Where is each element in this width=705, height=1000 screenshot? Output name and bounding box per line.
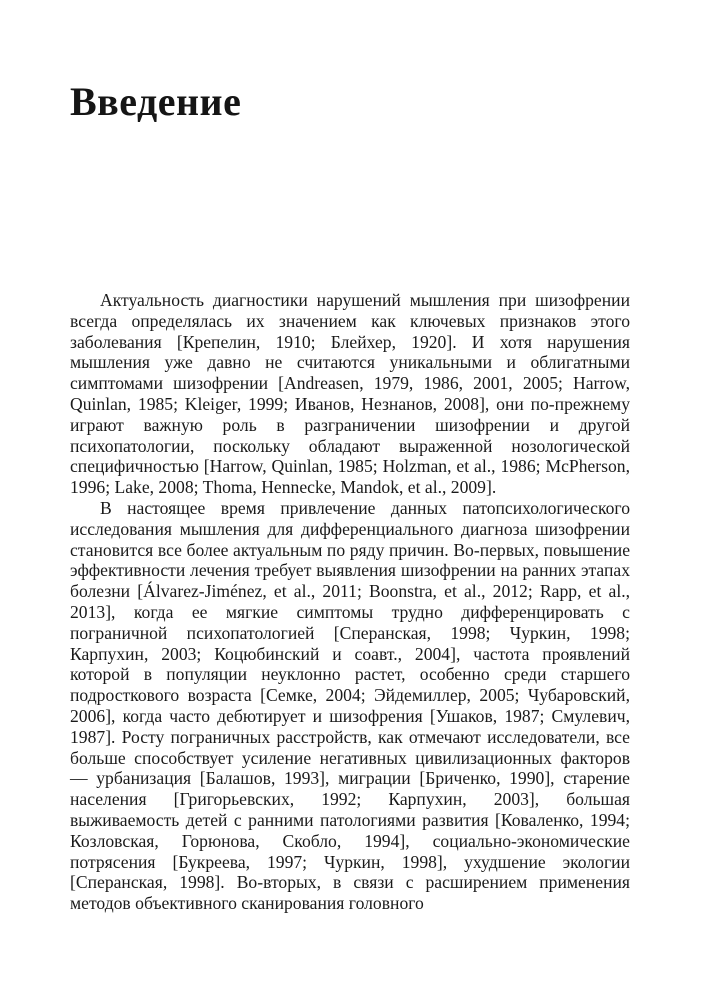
paragraph-1: Актуальность диагностики нарушений мышления при шизофрении всегда определялась их значением как ключевых признаков этого заболевания [Крепелин, 1910; Блейхер, 1920]. И хотя нарушения мышления уже давно не считаются уникальными и облигатными симптомами шизофрении [Andreasen, 1979, 1986, 2001, 2005; Harrow, Quinlan, 1985; Kleiger, 1999; Иванов, Незнанов, 2008], они по-прежнему играют важную роль в разграничении шизофрении и другой психопатологии, поскольку обладают выраженной нозологической специфичностью [Harrow, Quinlan, 1985; Holzman, et al., 1986; McPherson, 1996; Lake, 2008; Thoma, Hennecke, Mandok, et al., 2009].: [70, 290, 630, 498]
paragraph-2: В настоящее время привлечение данных патопсихологического исследования мышления для дифференциального диагноза шизофрении становится все более актуальным по ряду причин. Во-первых, повышение эффективности лечения требует выявления шизофрении на ранних этапах болезни [Álvarez-Jiménez, et al., 2011; Boonstra, et al., 2012; Rapp, et al., 2013], когда ее мягкие симптомы трудно дифференцировать с пограничной психопатологией [Сперанская, 1998; Чуркин, 1998; Карпухин, 2003; Коцюбинский и соавт., 2004], частота проявлений которой в популяции неуклонно растет, особенно среди старшего подросткового возраста [Семке, 2004; Эйдемиллер, 2005; Чубаровский, 2006], когда часто дебютирует и шизофрения [Ушаков, 1987; Смулевич, 1987]. Росту пограничных расстройств, как отмечают исследователи, все больше способствует усиление негативных цивилизационных факторов — урбанизация [Балашов, 1993], миграции [Бриченко, 1990], старение населения [Григорьевских, 1992; Карпухин, 2003], большая выживаемость детей с ранними патологиями развития [Коваленко, 1994; Козловская, Горюнова, Скобло, 1994], социально-экономические потрясения [Букреева, 1997; Чуркин, 1998], ухудшение экологии [Сперанская, 1998]. Во-вторых, в связи с расширением применения методов объективного сканирования головного: [70, 497, 630, 914]
body-text: [70, 290, 630, 914]
chapter-title: Введение: [70, 79, 242, 124]
